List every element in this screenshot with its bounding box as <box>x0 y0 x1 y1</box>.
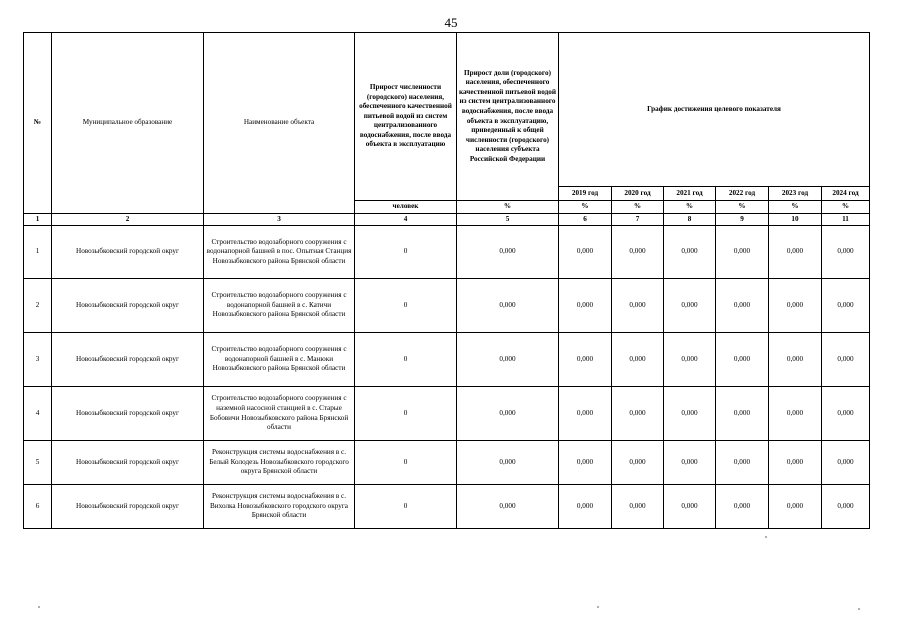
growth-cell: 0 <box>355 441 457 485</box>
year-value-cell: 0,000 <box>822 333 870 387</box>
header-object: Наименование объекта <box>204 33 355 214</box>
year-value-cell: 0,000 <box>716 279 769 333</box>
row-number: 6 <box>24 485 52 529</box>
year-value-cell: 0,000 <box>822 279 870 333</box>
growth-cell: 0 <box>355 387 457 441</box>
object-name-cell: Строительство водозаборного сооружения с водонапорной башней в с. Манюки Новозыбковского района Брянской области <box>204 333 355 387</box>
header-year: 2020 год <box>612 187 664 201</box>
year-value-cell: 0,000 <box>822 387 870 441</box>
year-value-cell: 0,000 <box>769 387 822 441</box>
column-index: 6 <box>559 214 612 226</box>
column-index: 11 <box>822 214 870 226</box>
year-value-cell: 0,000 <box>716 485 769 529</box>
share-cell: 0,000 <box>457 333 559 387</box>
year-value-cell: 0,000 <box>716 387 769 441</box>
growth-cell: 0 <box>355 485 457 529</box>
year-value-cell: 0,000 <box>716 226 769 279</box>
column-index: 5 <box>457 214 559 226</box>
year-value-cell: 0,000 <box>822 226 870 279</box>
object-name-cell: Строительство водозаборного сооружения с водонапорной башней в пос. Опытная Станция Новозыбковского района Брянской области <box>204 226 355 279</box>
column-index: 7 <box>612 214 664 226</box>
year-value-cell: 0,000 <box>822 441 870 485</box>
header-year: 2021 год <box>664 187 716 201</box>
year-value-cell: 0,000 <box>559 279 612 333</box>
year-value-cell: 0,000 <box>612 279 664 333</box>
year-value-cell: 0,000 <box>664 279 716 333</box>
growth-cell: 0 <box>355 333 457 387</box>
year-value-cell: 0,000 <box>612 333 664 387</box>
header-year: 2022 год <box>716 187 769 201</box>
object-name-cell: Реконструкция системы водоснабжения в с. Вихолка Новозыбковского городского округа Брянской области <box>204 485 355 529</box>
column-index: 10 <box>769 214 822 226</box>
year-value-cell: 0,000 <box>612 441 664 485</box>
growth-cell: 0 <box>355 226 457 279</box>
object-name-cell: Строительство водозаборного сооружения с наземной насосной станцией в с. Старые Бобовичи Новозыбковского района Брянской области <box>204 387 355 441</box>
row-number: 1 <box>24 226 52 279</box>
share-cell: 0,000 <box>457 226 559 279</box>
year-value-cell: 0,000 <box>559 485 612 529</box>
share-cell: 0,000 <box>457 441 559 485</box>
header-schedule: График достижения целевого показателя <box>559 33 870 187</box>
year-value-cell: 0,000 <box>559 333 612 387</box>
scan-speck <box>597 606 599 608</box>
target-indicator-table <box>23 32 870 529</box>
unit-percent: % <box>612 201 664 214</box>
table-row <box>24 279 870 333</box>
column-index: 9 <box>716 214 769 226</box>
year-value-cell: 0,000 <box>769 333 822 387</box>
year-value-cell: 0,000 <box>612 226 664 279</box>
row-number: 4 <box>24 387 52 441</box>
unit-percent: % <box>769 201 822 214</box>
header-population-growth: Прирост численности (городского) населения, обеспеченного качественной питьевой водой из систем централизованного водоснабжения, после ввода объекта в эксплуатацию <box>355 33 457 201</box>
table-row <box>24 485 870 529</box>
year-value-cell: 0,000 <box>716 441 769 485</box>
year-value-cell: 0,000 <box>716 333 769 387</box>
year-value-cell: 0,000 <box>769 485 822 529</box>
year-value-cell: 0,000 <box>559 226 612 279</box>
table-row <box>24 441 870 485</box>
header-year: 2023 год <box>769 187 822 201</box>
column-index: 8 <box>664 214 716 226</box>
column-index: 3 <box>204 214 355 226</box>
municipality-cell: Новозыбковский городской округ <box>52 387 204 441</box>
growth-cell: 0 <box>355 279 457 333</box>
row-number: 2 <box>24 279 52 333</box>
year-value-cell: 0,000 <box>769 279 822 333</box>
scan-speck <box>765 536 767 538</box>
year-value-cell: 0,000 <box>664 387 716 441</box>
header-year: 2024 год <box>822 187 870 201</box>
year-value-cell: 0,000 <box>559 387 612 441</box>
year-value-cell: 0,000 <box>664 441 716 485</box>
table-row <box>24 387 870 441</box>
unit-percent: % <box>716 201 769 214</box>
unit-percent: % <box>457 201 559 214</box>
unit-percent: % <box>822 201 870 214</box>
share-cell: 0,000 <box>457 485 559 529</box>
unit-percent: % <box>664 201 716 214</box>
year-value-cell: 0,000 <box>664 333 716 387</box>
column-index: 2 <box>52 214 204 226</box>
scan-speck <box>858 608 860 610</box>
table-row <box>24 226 870 279</box>
year-value-cell: 0,000 <box>612 485 664 529</box>
header-municipality: Муниципальное образование <box>52 33 204 214</box>
object-name-cell: Реконструкция системы водоснабжения в с. Белый Колодезь Новозыбковского городского округа Брянской области <box>204 441 355 485</box>
header-population-share: Прирост доли (городского) населения, обеспеченного качественной питьевой водой из систем централизованного водоснабжения, после ввода объекта в эксплуатацию, приведенный к общей численности (городского) населения субъекта Российской Федерации <box>457 33 559 201</box>
year-value-cell: 0,000 <box>664 226 716 279</box>
municipality-cell: Новозыбковский городской округ <box>52 226 204 279</box>
year-value-cell: 0,000 <box>769 441 822 485</box>
municipality-cell: Новозыбковский городской округ <box>52 279 204 333</box>
header-no: № <box>24 33 52 214</box>
column-index: 4 <box>355 214 457 226</box>
unit-people: человек <box>355 201 457 214</box>
share-cell: 0,000 <box>457 279 559 333</box>
row-number: 5 <box>24 441 52 485</box>
municipality-cell: Новозыбковский городской округ <box>52 333 204 387</box>
page-number: 45 <box>444 15 458 30</box>
unit-percent: % <box>559 201 612 214</box>
column-index: 1 <box>24 214 52 226</box>
municipality-cell: Новозыбковский городской округ <box>52 441 204 485</box>
year-value-cell: 0,000 <box>822 485 870 529</box>
municipality-cell: Новозыбковский городской округ <box>52 485 204 529</box>
table-row <box>24 333 870 387</box>
share-cell: 0,000 <box>457 387 559 441</box>
year-value-cell: 0,000 <box>664 485 716 529</box>
row-number: 3 <box>24 333 52 387</box>
year-value-cell: 0,000 <box>559 441 612 485</box>
year-value-cell: 0,000 <box>612 387 664 441</box>
scan-speck <box>38 606 40 608</box>
object-name-cell: Строительство водозаборного сооружения с водонапорной башней в с. Катичи Новозыбковского района Брянской области <box>204 279 355 333</box>
year-value-cell: 0,000 <box>769 226 822 279</box>
header-year: 2019 год <box>559 187 612 201</box>
